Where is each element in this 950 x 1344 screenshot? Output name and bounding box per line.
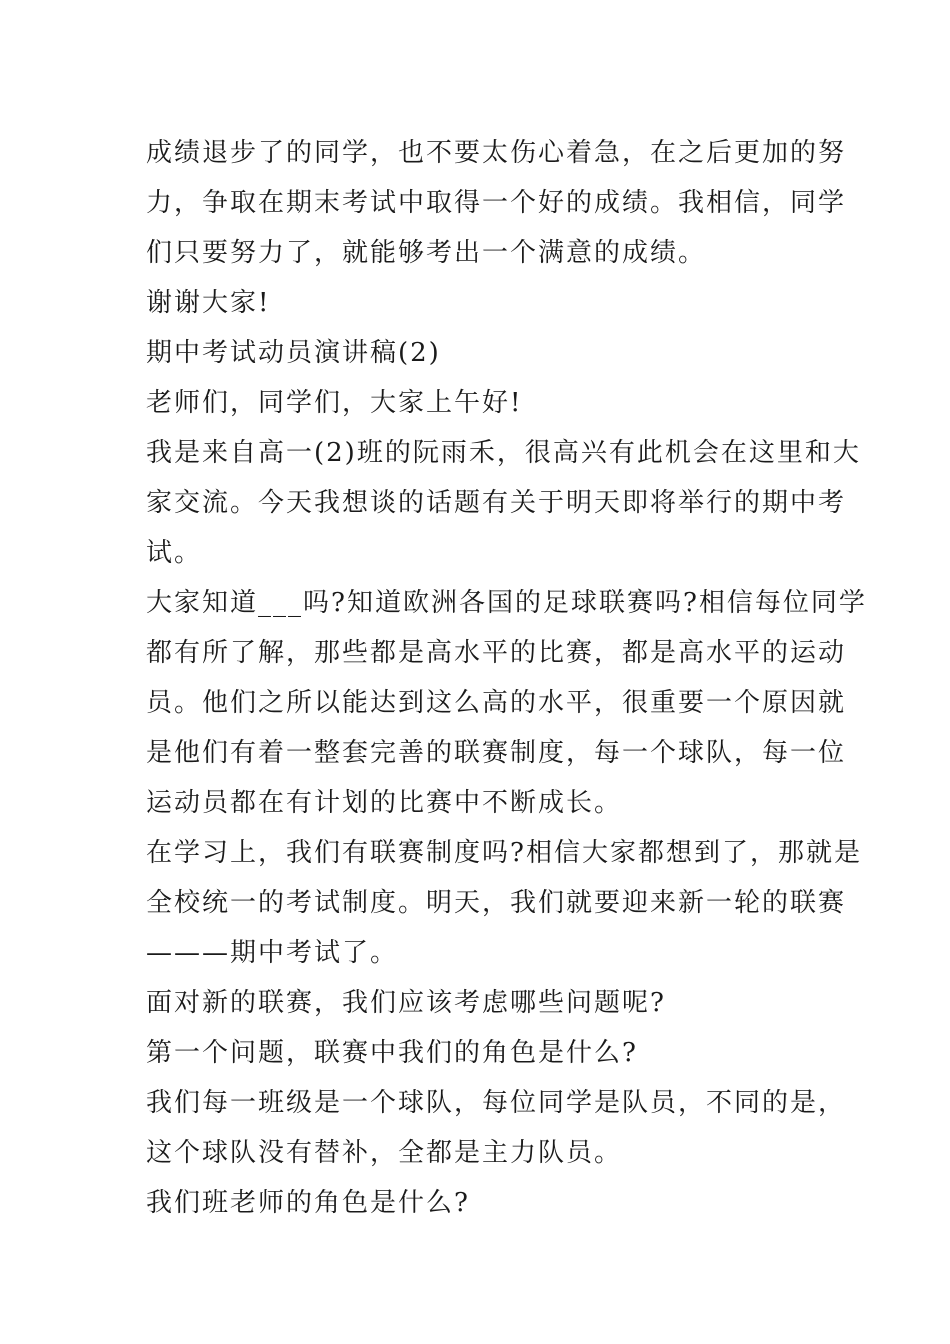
- text-line: 家交流。今天我想谈的话题有关于明天即将举行的期中考: [146, 488, 847, 518]
- text-line: ———期中考试了。: [146, 938, 399, 968]
- text-line: 力，争取在期末考试中取得一个好的成绩。我相信，同学: [146, 188, 847, 218]
- paragraph: [146, 1078, 847, 1178]
- text-line: 们只要努力了，就能够考出一个满意的成绩。: [146, 238, 707, 268]
- document-body: [146, 128, 867, 1228]
- text-line: 是他们有着一整套完善的联赛制度，每一个球队，每一位: [146, 738, 847, 768]
- text-line: 都有所了解，那些都是高水平的比赛，都是高水平的运动: [146, 638, 847, 668]
- text-line: 面对新的联赛，我们应该考虑哪些问题呢?: [146, 988, 666, 1018]
- text-line: 第一个问题，联赛中我们的角色是什么?: [146, 1038, 638, 1068]
- text-line: 大家知道___吗?知道欧洲各国的足球联赛吗?相信每位同学: [146, 588, 867, 618]
- text-line: 谢谢大家!: [146, 288, 271, 318]
- paragraph: [146, 378, 816, 428]
- text-line: 全校统一的考试制度。明天，我们就要迎来新一轮的联赛: [146, 888, 847, 918]
- text-line: 我们班老师的角色是什么?: [146, 1188, 470, 1218]
- paragraph: [146, 278, 816, 328]
- text-line: 成绩退步了的同学，也不要太伤心着急，在之后更加的努: [146, 138, 847, 168]
- paragraph: [146, 128, 847, 278]
- paragraph: [146, 578, 867, 828]
- text-line: 我是来自高一(2)班的阮雨禾，很高兴有此机会在这里和大: [146, 438, 861, 468]
- paragraph: [146, 1028, 816, 1078]
- text-line: 这个球队没有替补，全都是主力队员。: [146, 1138, 623, 1168]
- text-line: 试。: [146, 538, 203, 568]
- text-line: 老师们，同学们，大家上午好!: [146, 388, 523, 418]
- paragraph: [146, 828, 862, 978]
- paragraph: [146, 1178, 816, 1228]
- paragraph: [146, 978, 816, 1028]
- text-line: 运动员都在有计划的比赛中不断成长。: [146, 788, 623, 818]
- text-line: 我们每一班级是一个球队，每位同学是队员，不同的是，: [146, 1088, 847, 1118]
- text-line: 在学习上，我们有联赛制度吗?相信大家都想到了，那就是: [146, 838, 862, 868]
- text-line: 员。他们之所以能达到这么高的水平，很重要一个原因就: [146, 688, 847, 718]
- paragraph: [146, 328, 816, 378]
- text-line: 期中考试动员演讲稿(2): [146, 338, 441, 368]
- paragraph: [146, 428, 861, 578]
